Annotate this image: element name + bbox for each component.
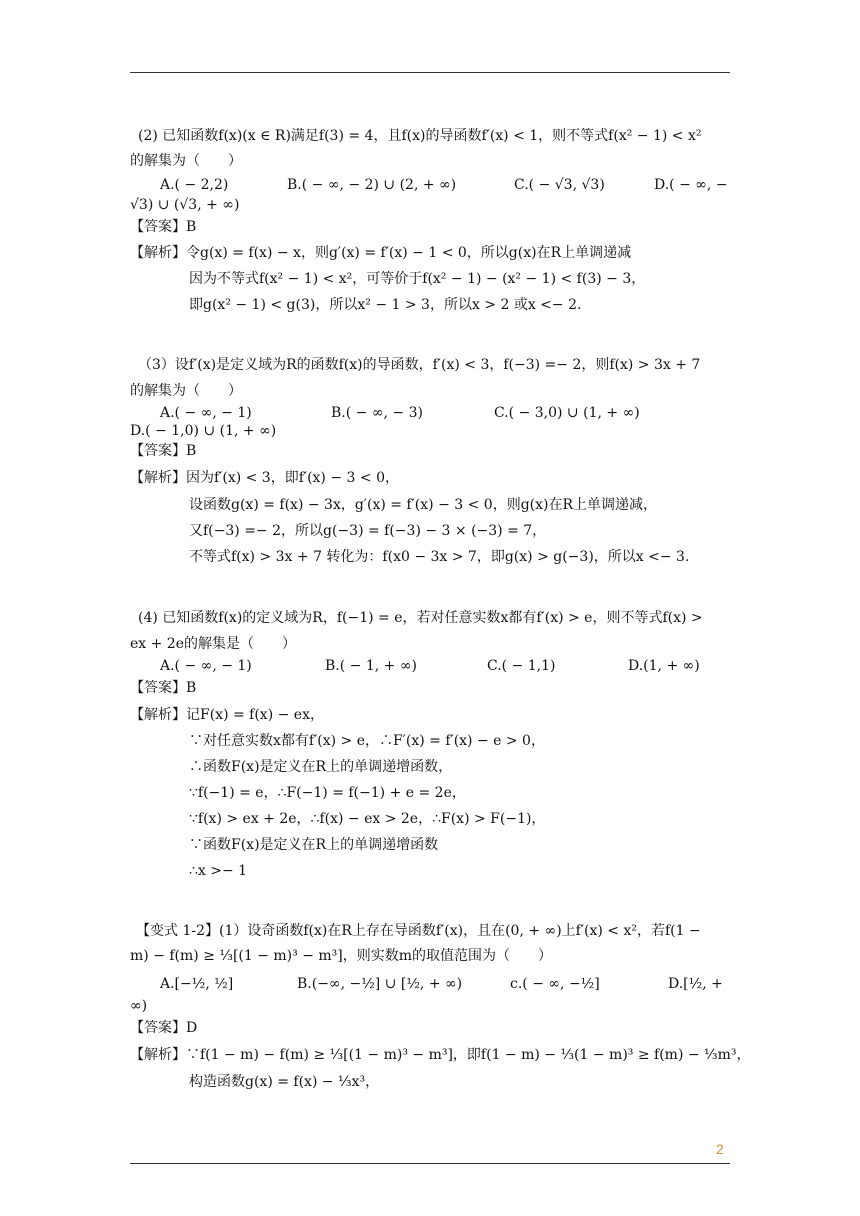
problem-2-option-d-wrap: √3) ∪ (√3, + ∞) [130,197,240,213]
problem-4-option-d: D.(1, + ∞) [628,658,700,674]
problem-3-analysis-line: 又f(−3) =− 2，所以g(−3) = f(−3) − 3 × (−3) = 7， [189,523,547,539]
problem-2-option-c: C.( − √3, √3) [514,177,605,193]
problem-3-analysis-line: 不等式f(x) > 3x + 7 转化为：f(x0 − 3x > 7，即g(x) > g(−3)，所以x <− 3. [189,549,690,565]
variant-1-2-option-d-wrap: ∞) [130,998,148,1014]
variant-1-2-option-c: c.( − ∞, −½] [510,976,600,992]
variant-1-2-stem-line2: m) − f(m) ≥ ⅓[(1 − m)³ − m³]，则实数m的取值范围为（ ） [130,948,553,964]
problem-2-option-d: D.( − ∞, − [654,177,728,193]
problem-3-option-b: B.( − ∞, − 3) [331,405,423,421]
problem-2-analysis-line: 因为不等式f(x² − 1) < x²，可等价于f(x² − 1) − (x² − 1) < f(3) − 3， [189,271,646,287]
variant-1-2-option-b: B.(−∞, −½] ∪ [½, + ∞) [297,976,463,992]
problem-4-option-b: B.( − 1, + ∞) [325,658,417,674]
footer-rule [130,1163,730,1164]
problem-2-analysis-line: 即g(x² − 1) < g(3)，所以x² − 1 > 3，所以x > 2 或x <− 2. [189,297,582,313]
problem-2-option-a: A.( − 2,2) [160,177,229,193]
problem-3-stem-line1: （3）设f′(x)是定义域为R的函数f(x)的导函数，f′(x) < 3，f(−3) =− 2，则f(x) > 3x + 7 [138,357,701,373]
variant-1-2-answer: 【答案】D [130,1020,198,1036]
problem-3-stem-line2: 的解集为（ ） [130,383,242,399]
problem-2-analysis-head: 【解析】令g(x) = f(x) − x，则g′(x) = f′(x) − 1 < 0，所以g(x)在R上单调递减 [130,245,632,261]
problem-2-stem-line2: 的解集为（ ） [130,153,242,169]
problem-2-answer: 【答案】B [130,219,197,235]
variant-1-2-stem-line1: 【变式 1-2】(1）设奇函数f(x)在R上存在导函数f′(x)，且在(0, + ∞)上f′(x) < x²，若f(1 − [136,923,701,939]
problem-4-answer: 【答案】B [130,680,197,696]
problem-4-option-c: C.( − 1,1) [487,658,556,674]
problem-4-analysis-head: 【解析】记F(x) = f(x) − ex， [130,707,324,723]
problem-4-analysis-line: ∵f(x) > ex + 2e，∴f(x) − ex > 2e，∴F(x) > F(−1)， [189,811,546,827]
variant-1-2-option-a: A.[−½, ½] [160,976,234,992]
problem-4-stem-line1: (4) 已知函数f(x)的定义域为R，f(−1) = e，若对任意实数x都有f′(x) > e，则不等式f(x) > [138,610,703,626]
problem-3-option-d: D.( − 1,0) ∪ (1, + ∞) [130,423,277,439]
problem-4-analysis-line: ∵对任意实数x都有f′(x) > e，∴F′(x) = f′(x) − e > 0， [189,733,545,749]
problem-3-option-a: A.( − ∞, − 1) [160,405,252,421]
problem-4-analysis-line: ∴函数F(x)是定义在R上的单调递增函数， [189,759,453,775]
problem-4-analysis-line: ∵f(−1) = e，∴F(−1) = f(−1) + e = 2e， [189,785,466,801]
page-number: 2 [716,1141,724,1157]
problem-4-analysis-line: ∴x >− 1 [189,863,248,879]
header-rule [130,72,730,73]
problem-4-option-a: A.( − ∞, − 1) [160,658,252,674]
problem-3-option-c: C.( − 3,0) ∪ (1, + ∞) [494,405,640,421]
problem-3-analysis-head: 【解析】因为f′(x) < 3，即f′(x) − 3 < 0， [130,470,399,486]
problem-4-analysis-line: ∵函数F(x)是定义在R上的单调递增函数 [189,837,439,853]
problem-3-analysis-line: 设函数g(x) = f(x) − 3x，g′(x) = f′(x) − 3 < 0，则g(x)在R上单调递减， [189,497,658,513]
variant-1-2-analysis-head: 【解析】∵f(1 − m) − f(m) ≥ ⅓[(1 − m)³ − m³]，即f(1 − m) − ⅓(1 − m)³ ≥ f(m) − ⅓m³， [130,1047,751,1063]
problem-2-option-b: B.( − ∞, − 2) ∪ (2, + ∞) [287,177,457,193]
problem-3-answer: 【答案】B [130,443,197,459]
variant-1-2-option-d: D.[½, + [668,976,723,992]
problem-4-stem-line2: ex + 2e的解集是（ ） [130,636,297,652]
problem-2-stem-line1: (2) 已知函数f(x)(x ∈ R)满足f(3) = 4，且f(x)的导函数f′(x) < 1，则不等式f(x² − 1) < x² [138,128,702,144]
variant-1-2-analysis-line: 构造函数g(x) = f(x) − ⅓x³， [189,1074,380,1090]
